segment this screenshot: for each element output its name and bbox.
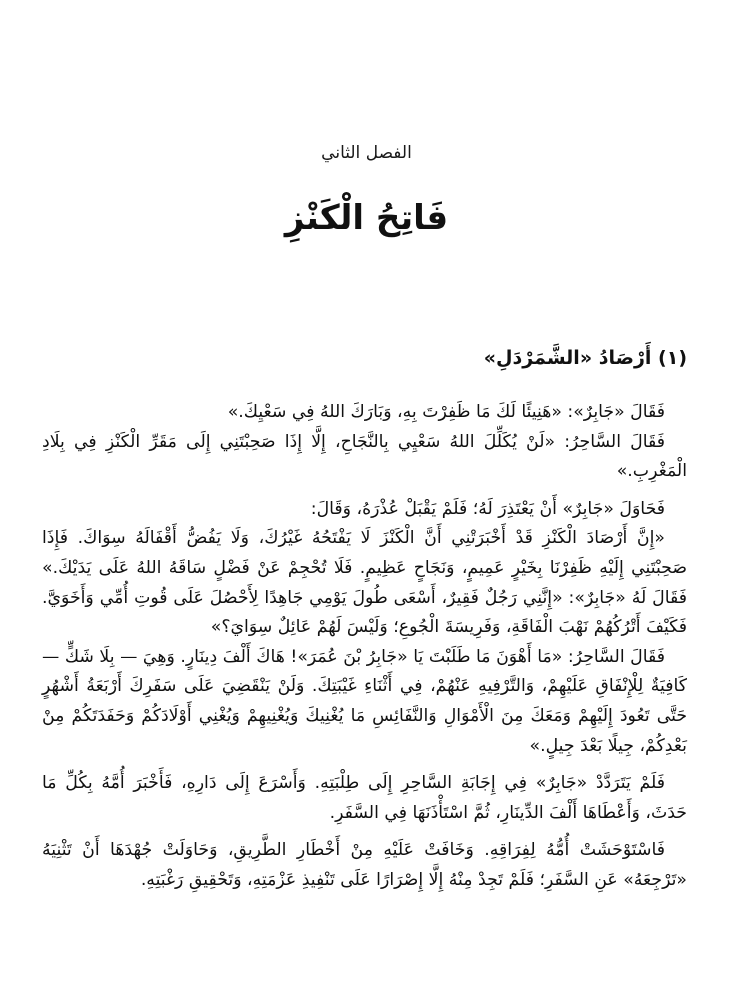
paragraph: فَاسْتَوْحَشَتْ أُمُّهُ لِفِرَاقِهِ. وَخَافَتْ عَلَيْهِ مِنْ أَخْطَارِ الطَّرِيقِ، وَحَاوَلَتْ جُهْدَهَا أَنْ تَثْنِيَهُ «تَرْجِعَهُ» عَنِ السَّفَرِ؛ فَلَمْ تَجِدْ مِنْهُ إِلَّا إِصْرَارًا عَلَى تَنْفِيذِ عَزْمَتِهِ، وَتَحْقِيقِ رَغْبَتِهِ. — [42, 840, 687, 890]
paragraph: فَقَالَ «جَابِرٌ»: «هَنِيئًا لَكَ مَا ظَفِرْتَ بِهِ، وَبَارَكَ اللهُ فِي سَعْيِكَ.» — [227, 402, 665, 422]
paragraph: «إِنَّ أَرْصَادَ الْكَنْزِ قَدْ أَخْبَرَتْنِي أَنَّ الْكَنْزَ لَا يَفْتَحُهُ غَيْرُكَ، وَلَا يَفُضُّ أَقْفَالَهُ سِوَاكَ. فَإِذَا صَحِبْتَنِي إِلَيْهِ ظَفِرْنَا بِخَيْرٍ عَمِيمٍ، وَنَجَاحٍ عَظِيمٍ. فَلَا تُحْجِمْ عَنْ فَضْلٍ سَاقَهُ اللهُ عَلَى يَدَيْكَ.» فَقَالَ لَهُ «جَابِرٌ»: «إِنَّنِي رَجُلٌ فَقِيرٌ، أَسْعَى طُولَ يَوْمِي جَاهِدًا لِأَحْصُلَ عَلَى قُوتِ أُمِّي وَأَخَوَيَّ. فَكَيْفَ أَتْرُكُهُمْ نَهْبَ الْفَاقَةِ، وَفَرِيسَةَ الْجُوعِ؛ وَلَيْسَ لَهُمْ عَائِلٌ سِوَايَ؟» — [42, 528, 687, 638]
paragraph: فَلَمْ يَتَرَدَّدْ «جَابِرٌ» فِي إِجَابَةِ السَّاحِرِ إِلَى طِلْبَتِهِ. وَأَسْرَعَ إِلَى دَارِهِ، فَأَخْبَرَ أُمَّهُ بِكُلِّ مَا حَدَثَ، وَأَعْطَاهَا أَلْفَ الدِّينَارِ، ثُمَّ اسْتَأْذَنَهَا فِي السَّفَرِ. — [42, 773, 687, 823]
body-text — [42, 398, 687, 896]
paragraph: فَقَالَ السَّاحِرُ: «مَا أَهْوَنَ مَا طَلَبْتَ يَا «جَابِرُ بْنَ عُمَرَ»! هَاكَ أَلْفَ دِينَارٍ. وَهِيَ — بِلَا شَكٍّ — كَافِيَةٌ لِلْإِنْفَاقِ عَلَيْهِمْ، وَالتَّرْفِيهِ عَنْهُمْ، فِي أَثْنَاءِ غَيْبَتِكَ. وَلَنْ يَنْقَضِيَ عَلَى سَفَرِكَ أَرْبَعَةُ أَشْهُرٍ حَتَّى تَعُودَ إِلَيْهِمْ وَمَعَكَ مِنَ الْأَمْوَالِ وَالنَّفَائِسِ مَا يُغْنِيكَ وَيُغْنِيهِمْ وَيُغْنِي أَوْلَادَكُمْ وَحَفَدَتَكُمْ مِنْ بَعْدِكُمْ، جِيلًا بَعْدَ جِيلٍ.» — [42, 646, 687, 756]
chapter-title: فَاتِحُ الْكَنْزِ — [284, 198, 449, 238]
section-heading: (١) أَرْصَادُ «الشَّمَرْدَلِ» — [483, 347, 687, 369]
paragraph: فَحَاوَلَ «جَابِرٌ» أَنْ يَعْتَذِرَ لَهُ؛ فَلَمْ يَقْبَلْ عُذْرَهُ، وَقَالَ: — [310, 498, 665, 519]
paragraph: فَقَالَ السَّاحِرُ: «لَنْ يُكَلِّلَ اللهُ سَعْيِي بِالنَّجَاحِ، إِلَّا إِذَا صَحِبْتَنِي إِلَى مَقَرِّ الْكَنْزِ فِي بِلَادِ الْمَغْرِبِ.» — [42, 431, 687, 482]
chapter-label: الفصل الثاني — [321, 143, 412, 163]
